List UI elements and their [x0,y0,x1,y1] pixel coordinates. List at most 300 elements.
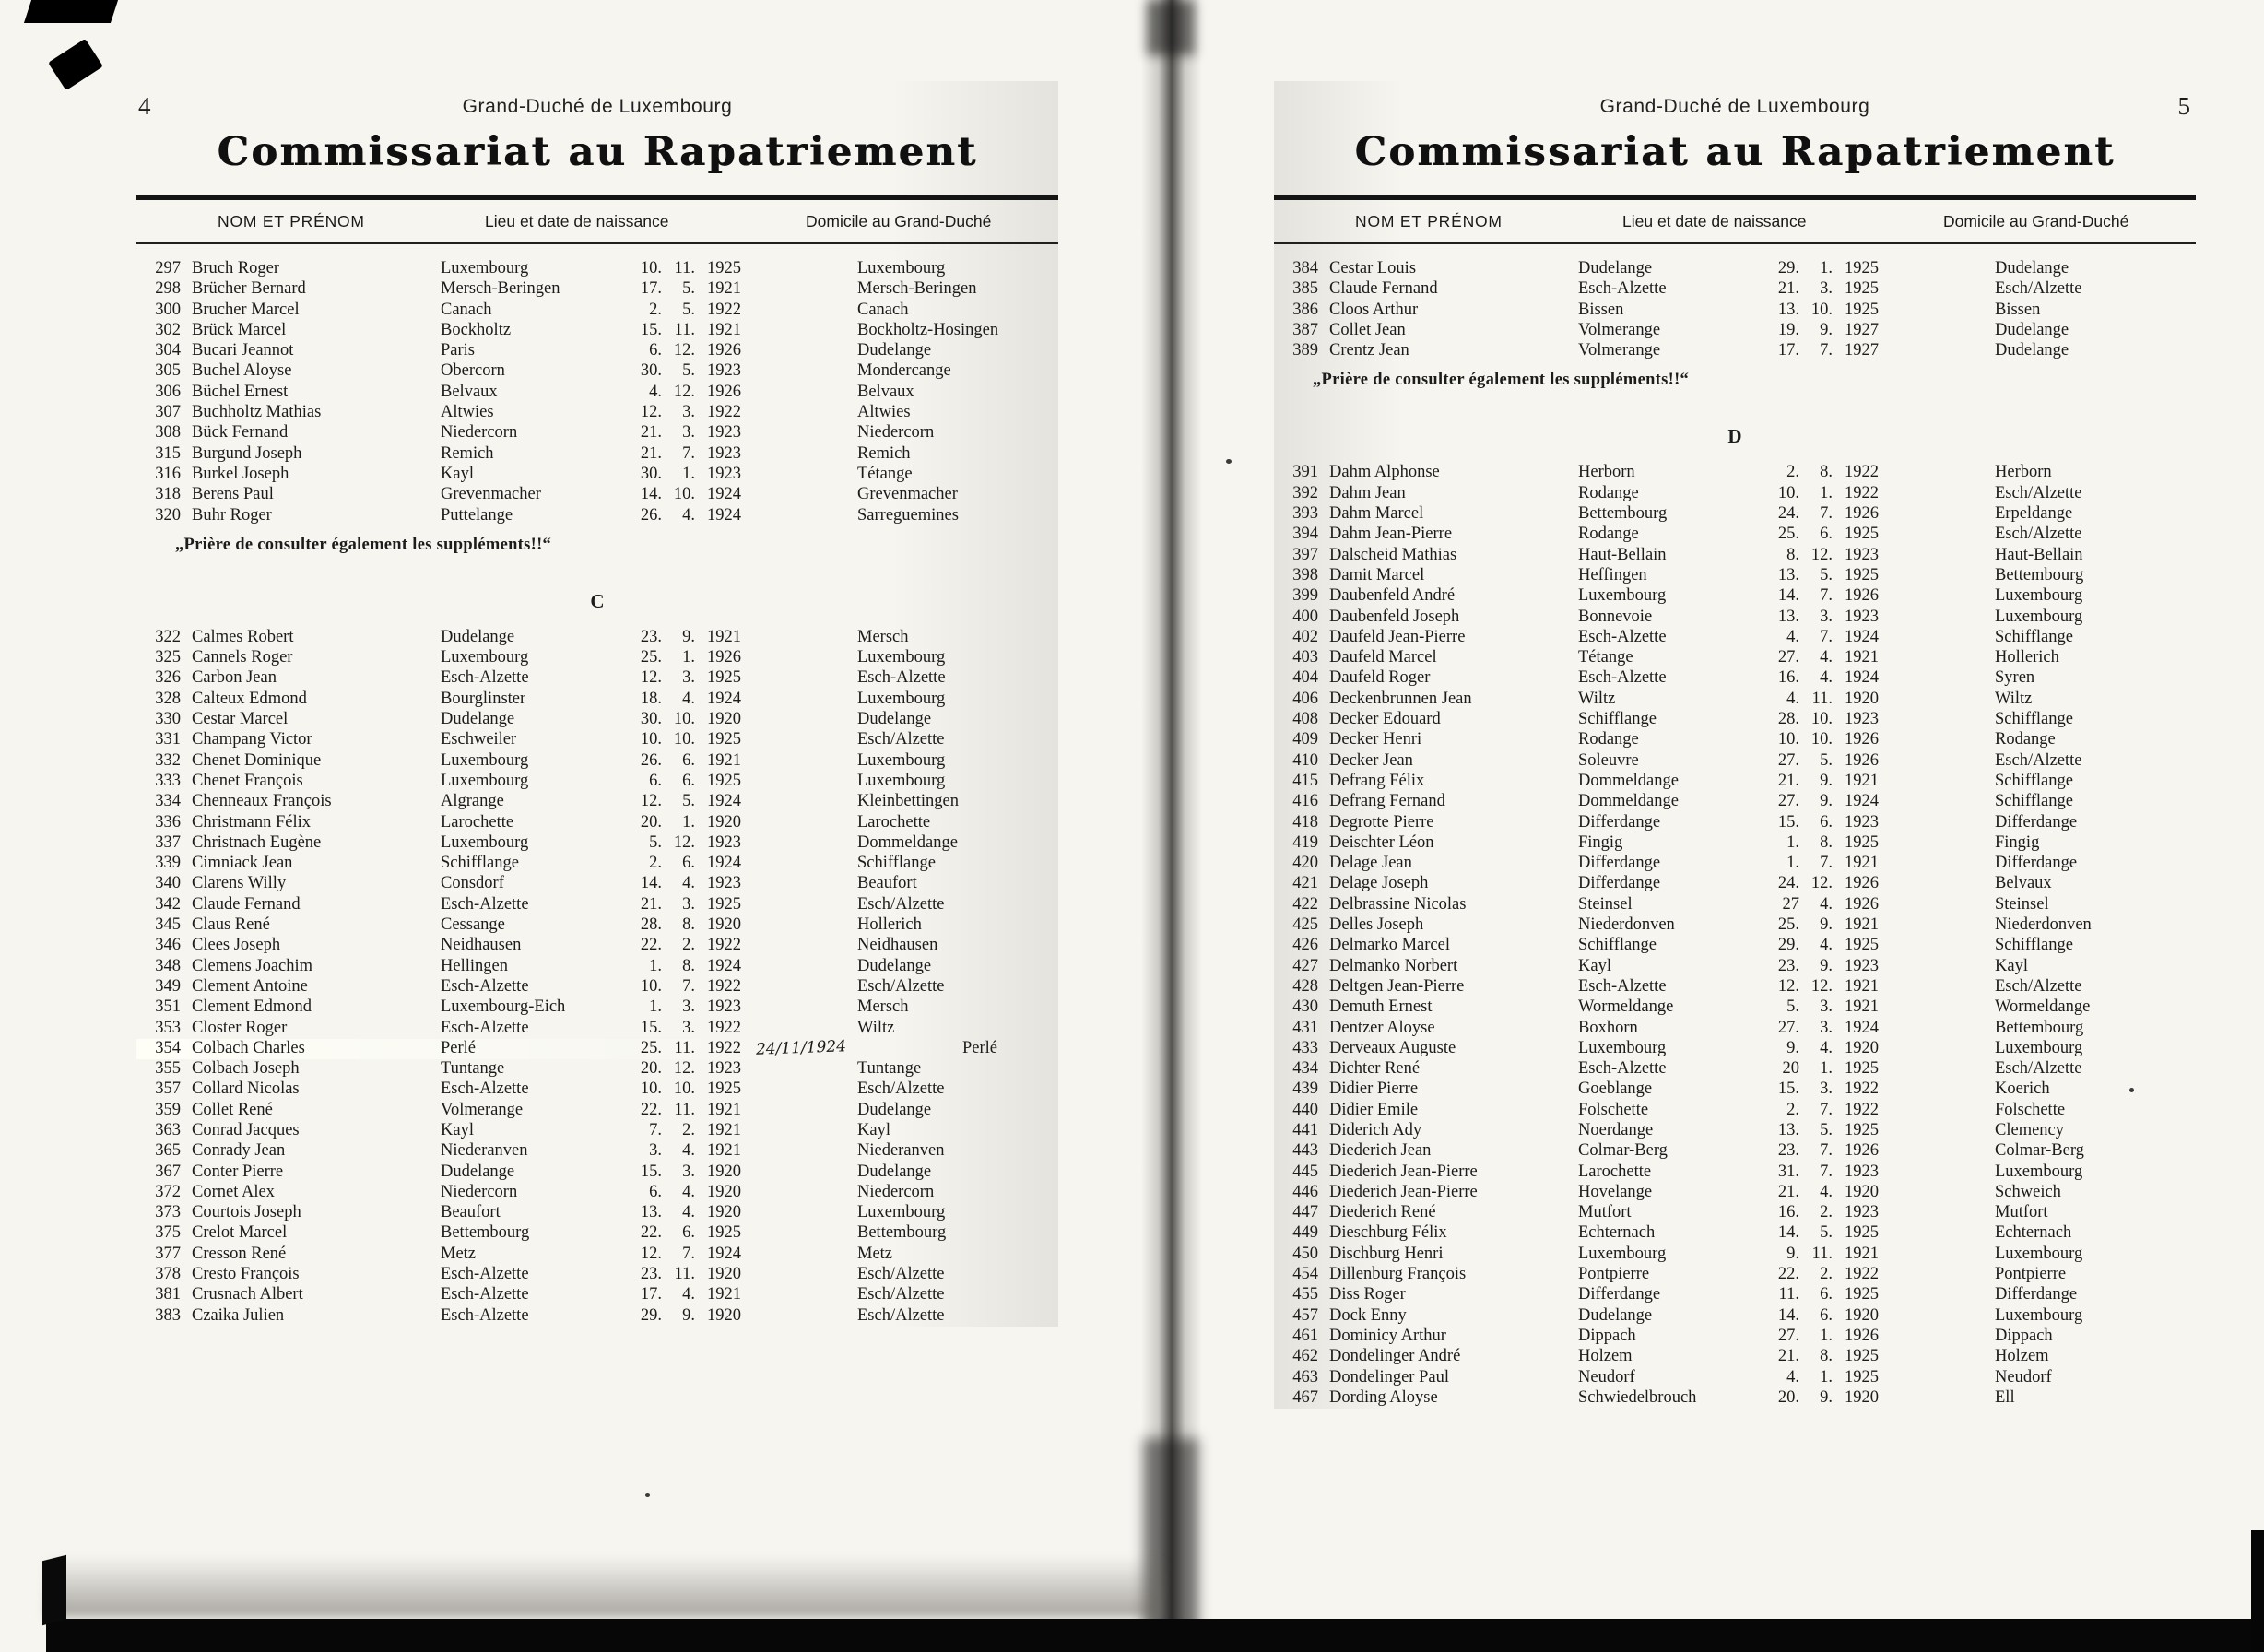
person-name: Diederich Jean [1329,1141,1432,1161]
row-number: 403 [1292,648,1318,667]
table-row [1274,833,2196,854]
birth-place: Wormeldange [1578,997,1674,1017]
birth-place: Echternach [1578,1223,1656,1243]
birth-place: Volmerange [1578,320,1661,339]
row-number: 450 [1292,1244,1318,1263]
row-number: 357 [155,1080,181,1099]
birth-day: 12. [1777,976,1799,996]
table-row [136,1059,1058,1080]
birth-place: Dudelange [441,627,515,646]
row-number: 297 [155,259,181,277]
domicile: Mersch [857,997,909,1017]
table-row [1274,484,2196,504]
person-name: Berens Paul [192,485,274,504]
person-name: Dahm Marcel [1329,504,1424,524]
row-number: 318 [155,485,181,504]
person-name: Diederich Jean-Pierre [1329,1182,1478,1201]
birth-month: 1. [682,812,695,832]
row-number: 336 [155,812,181,832]
domicile: Esch/Alzette [1995,525,2082,544]
row-number: 365 [155,1141,181,1161]
row-number: 377 [155,1244,181,1263]
domicile: Esch/Alzette [857,1265,945,1284]
domicile: Kayl [857,1120,890,1139]
row-number: 389 [1292,341,1318,360]
domicile: Mersch [857,627,909,646]
birth-year: 1923 [707,1059,741,1079]
birth-place: Luxembourg [441,832,529,852]
table-row [136,444,1058,465]
person-name: Chenneaux François [192,792,332,811]
scan-speck [2129,1088,2134,1092]
birth-month: 10. [673,485,695,504]
birth-place: Volmerange [1578,341,1661,360]
row-number: 386 [1292,300,1318,319]
birth-month: 7. [1820,1100,1833,1119]
birth-place: Bockholtz [441,320,512,339]
birth-day: 14. [1777,1223,1799,1243]
person-name: Cresson René [192,1244,287,1263]
table-row [1274,730,2196,750]
birth-place: Differdange [1578,854,1661,873]
birth-year: 1924 [1845,668,1879,688]
person-name: Damit Marcel [1329,565,1425,584]
birth-year: 1923 [707,423,741,442]
table-row [1274,957,2196,977]
birth-month: 5. [1820,565,1833,584]
birth-month: 5. [682,792,695,811]
birth-month: 1. [1820,259,1833,277]
page-header-location: Grand-Duché de Luxembourg [1599,96,1870,117]
domicile: Esch/Alzette [857,1305,945,1325]
table-row [1274,792,2196,812]
birth-day: 15. [1777,1080,1799,1099]
birth-month: 4. [682,689,695,708]
table-row [1274,525,2196,545]
birth-year: 1920 [707,1162,741,1181]
table-row [136,710,1058,730]
birth-month: 7. [1820,504,1833,524]
birth-day: 8. [1786,545,1799,564]
domicile: Wiltz [857,1018,895,1037]
birth-month: 3. [682,997,695,1017]
birth-place: Dudelange [441,710,515,729]
birth-year: 1920 [1845,689,1879,708]
birth-year: 1923 [707,464,741,483]
domicile: Syren [1995,668,2035,688]
birth-month: 5. [1820,1223,1833,1243]
row-number: 415 [1292,771,1318,790]
birth-year: 1925 [1845,1223,1879,1243]
birth-day: 23. [640,627,662,646]
birth-year: 1926 [1845,750,1879,770]
birth-place: Haut-Bellain [1578,545,1667,564]
table-row [1274,915,2196,936]
birth-day: 12. [640,668,662,688]
birth-year: 1921 [707,627,741,646]
row-number: 354 [155,1038,181,1057]
table-row [136,977,1058,997]
birth-year: 1923 [1845,812,1879,832]
birth-month: 12. [673,382,695,401]
birth-year: 1921 [707,1141,741,1161]
birth-place: Esch-Alzette [441,976,529,996]
person-name: Diederich Jean-Pierre [1329,1162,1478,1181]
table-row [1274,710,2196,730]
domicile: Folschette [1995,1100,2066,1119]
table-row [136,813,1058,833]
table-row [1274,895,2196,915]
birth-place: Esch-Alzette [1578,976,1667,996]
birth-year: 1921 [707,750,741,770]
person-name: Bruch Roger [192,259,280,277]
birth-place: Mersch-Beringen [441,279,560,299]
table-row [136,403,1058,423]
table-row [1274,1019,2196,1039]
birth-month: 8. [1820,1347,1833,1366]
birth-place: Luxembourg [1578,1244,1667,1263]
row-number: 378 [155,1265,181,1284]
person-name: Dondelinger Paul [1329,1367,1449,1386]
domicile: Neidhausen [857,936,938,955]
birth-place: Larochette [441,812,514,832]
column-header-naissance: Lieu et date de naissance [1622,212,1807,230]
table-row [136,383,1058,403]
birth-month: 5. [1820,750,1833,770]
birth-year: 1924 [707,956,741,975]
person-name: Deckenbrunnen Jean [1329,689,1472,708]
birth-place: Eschweiler [441,730,517,749]
birth-place: Belvaux [441,382,498,401]
domicile: Schifflange [857,854,936,873]
row-number: 308 [155,423,181,442]
domicile: Dudelange [1995,320,2069,339]
row-number: 331 [155,730,181,749]
row-number: 446 [1292,1182,1318,1201]
person-name: Calteux Edmond [192,689,307,708]
table-row [136,895,1058,915]
table-row [1274,463,2196,483]
person-name: Deltgen Jean-Pierre [1329,976,1465,996]
table-row [1274,504,2196,525]
row-number: 345 [155,915,181,935]
table-row [1274,874,2196,894]
person-name: Brück Marcel [192,320,287,339]
birth-month: 7. [682,1244,695,1263]
birth-day: 24. [1777,504,1799,524]
row-number: 391 [1292,463,1318,482]
birth-day: 25. [1777,525,1799,544]
person-name: Courtois Joseph [192,1203,301,1222]
birth-place: Kayl [441,464,474,483]
birth-place: Perlé [441,1038,477,1057]
row-number: 300 [155,300,181,319]
birth-day: 23. [1777,956,1799,975]
person-name: Collet René [192,1100,273,1119]
table-row [1274,1388,2196,1409]
birth-place: Differdange [1578,1285,1661,1304]
birth-place: Dudelange [1578,1305,1653,1325]
birth-month: 3. [682,403,695,422]
birth-month: 3. [1820,607,1833,626]
birth-year: 1925 [707,1223,741,1243]
birth-place: Beaufort [441,1203,501,1222]
domicile: Mersch-Beringen [857,279,977,299]
person-name: Burkel Joseph [192,464,289,483]
table-row [136,423,1058,443]
birth-day: 17. [640,279,662,299]
birth-year: 1926 [1845,1326,1879,1345]
domicile: Mutfort [1995,1203,2048,1222]
page-left [136,81,1058,1327]
person-name: Delmanko Norbert [1329,956,1458,975]
table-row [1274,1059,2196,1080]
row-number: 381 [155,1285,181,1304]
domicile: Altwies [857,403,911,422]
birth-year: 1920 [1845,1038,1879,1057]
birth-month: 4. [1820,936,1833,955]
birth-place: Esch-Alzette [441,1018,529,1037]
person-name: Closter Roger [192,1018,288,1037]
table-row [1274,1306,2196,1327]
row-number: 455 [1292,1285,1318,1304]
page-title: Commissariat au Rapatriement [1354,129,2116,175]
table-row [136,648,1058,668]
birth-month: 4. [1820,668,1833,688]
domicile: Niederanven [857,1141,945,1161]
domicile: Belvaux [1995,874,2052,893]
scan-mark-right-edge [2251,1530,2264,1652]
row-number: 349 [155,976,181,996]
column-header-naissance: Lieu et date de naissance [485,212,669,230]
birth-day: 29. [1777,936,1799,955]
birth-year: 1925 [1845,1367,1879,1386]
table-row [136,485,1058,505]
person-name: Cannels Roger [192,648,293,667]
birth-month: 1. [682,648,695,667]
birth-month: 11. [1811,689,1833,708]
birth-day: 29. [640,1305,662,1325]
person-name: Christnach Eugène [192,832,322,852]
birth-day: 20. [640,812,662,832]
domicile: Differdange [1995,1285,2078,1304]
person-name: Conrad Jacques [192,1120,300,1139]
handwritten-annotation: 24/11/1924 [755,1037,847,1059]
domicile: Niederdonven [1995,915,2092,935]
table-row [1274,1347,2196,1367]
table-row [136,957,1058,977]
birth-place: Holzem [1578,1347,1633,1366]
table-row [136,792,1058,812]
birth-month: 9. [1820,1387,1833,1407]
person-name: Colbach Joseph [192,1059,300,1079]
birth-place: Esch-Alzette [441,668,529,688]
birth-day: 15. [640,1162,662,1181]
domicile: Luxembourg [1995,1244,2083,1263]
domicile: Haut-Bellain [1995,545,2083,564]
row-number: 400 [1292,607,1318,626]
birth-month: 12. [1810,976,1833,996]
table-row [136,279,1058,300]
domicile: Remich [857,443,911,463]
birth-place: Esch-Alzette [441,1305,529,1325]
birth-day: 7. [649,1120,662,1139]
birth-month: 7. [1820,627,1833,646]
row-number: 353 [155,1018,181,1037]
birth-month: 5. [682,279,695,299]
birth-year: 1923 [1845,607,1879,626]
birth-month: 3. [1820,279,1833,299]
row-number: 332 [155,750,181,770]
birth-year: 1922 [1845,463,1879,482]
birth-year: 1920 [1845,1387,1879,1407]
birth-month: 2. [682,1120,695,1139]
row-number: 463 [1292,1367,1318,1386]
birth-month: 2. [1820,1265,1833,1284]
birth-year: 1925 [1845,1059,1879,1079]
table-row [136,361,1058,382]
birth-month: 12. [673,832,695,852]
domicile: Ell [1995,1387,2015,1407]
row-number: 385 [1292,279,1318,299]
row-number: 363 [155,1120,181,1139]
birth-year: 1921 [707,1100,741,1119]
domicile: Differdange [1995,812,2078,832]
domicile: Luxembourg [1995,1038,2083,1057]
birth-year: 1922 [707,300,741,319]
table-body [136,259,1058,1327]
person-name: Chenet François [192,771,303,790]
person-name: Buchholtz Mathias [192,403,322,422]
birth-day: 13. [640,1203,662,1222]
birth-month: 1. [1820,483,1833,502]
table-row [136,915,1058,936]
table-row [136,1183,1058,1203]
birth-place: Dippach [1578,1326,1636,1345]
table-row [1274,854,2196,874]
birth-place: Noerdange [1578,1120,1654,1139]
birth-place: Bourglinster [441,689,526,708]
domicile: Echternach [1995,1223,2072,1243]
row-number: 320 [155,505,181,525]
birth-month: 6. [682,771,695,790]
person-name: Clement Edmond [192,997,312,1017]
domicile: Dudelange [857,1100,932,1119]
domicile: Esch/Alzette [1995,750,2082,770]
birth-year: 1927 [1845,341,1879,360]
birth-place: Larochette [1578,1162,1652,1181]
person-name: Daufeld Jean-Pierre [1329,627,1466,646]
birth-place: Steinsel [1578,894,1633,914]
birth-month: 4. [1820,1182,1833,1201]
page-number: 4 [138,92,151,120]
birth-day: 22. [640,1223,662,1243]
row-number: 457 [1292,1305,1318,1325]
birth-place: Canach [441,300,492,319]
birth-day: 30. [640,710,662,729]
birth-place: Tétange [1578,648,1633,667]
birth-year: 1925 [707,771,741,790]
birth-month: 8. [682,915,695,935]
domicile: Esch-Alzette [857,668,946,688]
domicile: Esch/Alzette [1995,483,2082,502]
domicile: Bettembourg [857,1223,947,1243]
birth-day: 24. [1777,874,1799,893]
consult-supplements-note: „Prière de consulter également les suppléments!!“ [175,535,552,554]
birth-month: 9. [1820,771,1833,790]
birth-day: 17. [640,1285,662,1304]
birth-month: 9. [1820,915,1833,935]
person-name: Christmann Félix [192,812,311,832]
row-number: 375 [155,1223,181,1243]
person-name: Demuth Ernest [1329,997,1433,1017]
birth-month: 7. [1820,1162,1833,1181]
column-header-nom: NOM ET PRÉNOM [218,212,365,230]
row-number: 421 [1292,874,1318,893]
birth-place: Schwiedelbrouch [1578,1387,1697,1407]
birth-month: 10. [1810,730,1833,749]
birth-year: 1923 [707,832,741,852]
birth-month: 11. [674,1265,695,1284]
birth-year: 1923 [707,874,741,893]
person-name: Dahm Alphonse [1329,463,1440,482]
table-row [1274,1121,2196,1141]
row-number: 410 [1292,750,1318,770]
page-right [1274,81,2196,1409]
row-number: 340 [155,874,181,893]
birth-day: 10. [1777,730,1799,749]
birth-place: Luxembourg [441,771,529,790]
domicile: Hollerich [1995,648,2059,667]
table-row [1274,301,2196,321]
table-row [1274,321,2196,341]
person-name: Daufeld Marcel [1329,648,1437,667]
birth-day: 27. [1777,792,1799,811]
table-row [1274,997,2196,1018]
row-number: 454 [1292,1265,1318,1284]
birth-place: Rodange [1578,525,1639,544]
person-name: Burgund Joseph [192,443,302,463]
birth-year: 1920 [707,710,741,729]
birth-place: Esch-Alzette [1578,668,1667,688]
birth-place: Esch-Alzette [441,1080,529,1099]
domicile: Niedercorn [857,423,935,442]
table-row [1274,690,2196,710]
row-number: 402 [1292,627,1318,646]
birth-place: Neudorf [1578,1367,1635,1386]
consult-supplements-note: „Prière de consulter également les suppléments!!“ [1313,371,1690,390]
birth-year: 1923 [1845,956,1879,975]
row-number: 302 [155,320,181,339]
birth-day: 25. [1777,915,1799,935]
person-name: Cestar Louis [1329,259,1417,277]
row-number: 328 [155,689,181,708]
row-number: 434 [1292,1059,1318,1079]
row-number: 305 [155,361,181,381]
birth-month: 4. [682,1285,695,1304]
birth-month: 4. [682,1203,695,1222]
gutter-shadow-top [1147,0,1195,55]
row-number: 409 [1292,730,1318,749]
birth-year: 1921 [707,1120,741,1139]
table-row [1274,1080,2196,1100]
birth-day: 21. [640,423,662,442]
scan-mark-corner [48,39,103,90]
person-name: Dillenburg François [1329,1265,1467,1284]
table-row [1274,566,2196,586]
birth-year: 1926 [707,648,741,667]
table-row [1274,813,2196,833]
